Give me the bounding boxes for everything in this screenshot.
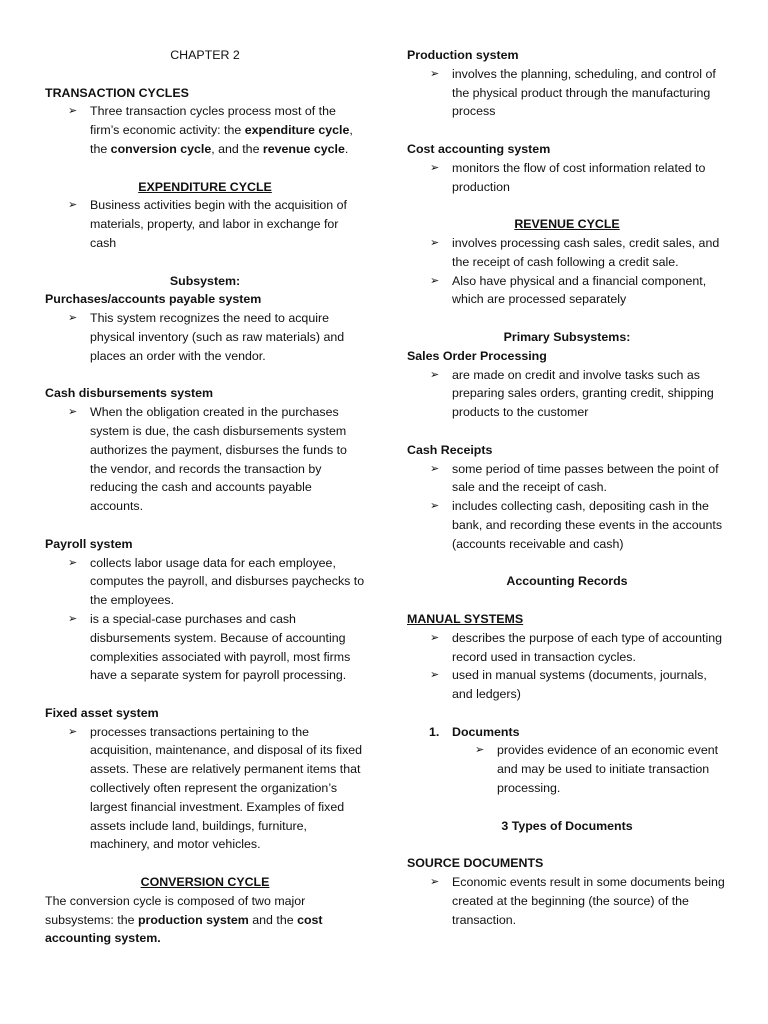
list-item: ➢ Business activities begin with the acquisition of materials, property, and labor in exchange for cash [90, 196, 365, 252]
fixed-asset-list [45, 723, 365, 855]
documents-number: 1. [429, 724, 440, 739]
fixed-asset-heading: Fixed asset system [45, 705, 159, 720]
purchases-list [45, 309, 365, 365]
list-item: ➢ describes the purpose of each type of accounting record used in transaction cycles. [452, 629, 727, 667]
revenue-list [407, 234, 727, 309]
subsystem-label: Subsystem: [169, 273, 241, 288]
source-documents-list [407, 873, 727, 929]
cash-disbursements-list [45, 403, 365, 516]
manual-systems-heading: MANUAL SYSTEMS [407, 611, 524, 626]
list-item: ➢ includes collecting cash, depositing cash in the bank, and recording these events in the accounts (accounts receivable and cash) [452, 497, 727, 553]
list-item: ➢ is a special-case purchases and cash disbursements system. Because of accounting complexities associated with payroll, most firms have a separate system for payroll processing. [90, 610, 365, 685]
list-item: ➢ Three transaction cycles process most of the firm’s economic activity: the expenditure cycle, the conversion cycle, and the revenue cycle. [90, 102, 365, 158]
documents-heading [407, 723, 727, 742]
list-item: ➢ used in manual systems (documents, journals, and ledgers) [452, 666, 727, 704]
payroll-list [45, 554, 365, 686]
cash-receipts-list [407, 460, 727, 554]
sales-order-list [407, 366, 727, 422]
conversion-cycle-heading: CONVERSION CYCLE [140, 875, 270, 890]
types-of-documents-heading: 3 Types of Documents [501, 818, 633, 833]
production-heading: Production system [407, 48, 519, 62]
list-item: ➢ Economic events result in some documents being created at the beginning (the source) of the transaction. [452, 873, 727, 929]
list-item: ➢ processes transactions pertaining to the acquisition, maintenance, and disposal of its fixed assets. These are relatively permanent items that collectively often represent the organization’s largest financial investment. Examples of fixed assets include land, buildings, furniture, machinery, and motor vehicles. [90, 723, 365, 855]
documents-title: Documents [452, 724, 520, 739]
right-column [407, 46, 727, 929]
cost-accounting-list [407, 159, 727, 197]
list-item: ➢ involves the planning, scheduling, and control of the physical product through the manufacturing process [452, 65, 727, 121]
cash-disbursements-heading: Cash disbursements system [45, 386, 214, 401]
documents-list [407, 741, 727, 797]
list-item: ➢ collects labor usage data for each employee, computes the payroll, and disburses paychecks to the employees. [90, 554, 365, 610]
purchases-heading: Purchases/accounts payable system [45, 292, 262, 307]
manual-systems-list [407, 629, 727, 704]
conversion-paragraph: The conversion cycle is composed of two major subsystems: the production system and the cost accounting system. [45, 893, 323, 946]
cash-receipts-heading: Cash Receipts [407, 442, 493, 457]
list-item: ➢ provides evidence of an economic event and may be used to initiate transaction processing. [497, 741, 727, 797]
payroll-heading: Payroll system [45, 536, 133, 551]
left-column [45, 46, 365, 948]
list-item: ➢ monitors the flow of cost information related to production [452, 159, 727, 197]
chapter-heading: CHAPTER 2 [170, 48, 240, 62]
list-item: ➢ When the obligation created in the purchases system is due, the cash disbursements system authorizes the payment, disburses the funds to the vendor, and records the transaction by reducing the cash and accounts payable accounts. [90, 403, 365, 516]
cost-accounting-heading: Cost accounting system [407, 141, 551, 156]
expenditure-list [45, 196, 365, 252]
transaction-cycles-heading: TRANSACTION CYCLES [45, 85, 189, 100]
list-item: ➢ involves processing cash sales, credit sales, and the receipt of cash following a credit sale. [452, 234, 727, 272]
production-list [407, 65, 727, 121]
list-item: ➢ This system recognizes the need to acquire physical inventory (such as raw materials) and places an order with the vendor. [90, 309, 365, 365]
sales-order-heading: Sales Order Processing [407, 348, 547, 363]
list-item: ➢ are made on credit and involve tasks such as preparing sales orders, granting credit, shipping products to the customer [452, 366, 727, 422]
list-item: ➢ some period of time passes between the point of sale and the receipt of cash. [452, 460, 727, 498]
source-documents-heading: SOURCE DOCUMENTS [407, 856, 544, 871]
expenditure-cycle-heading: EXPENDITURE CYCLE [138, 179, 272, 194]
transaction-cycles-list [45, 102, 365, 158]
primary-subsystems-label: Primary Subsystems: [503, 329, 631, 344]
accounting-records-heading: Accounting Records [506, 574, 628, 589]
list-item: ➢ Also have physical and a financial component, which are processed separately [452, 272, 727, 310]
revenue-cycle-heading: REVENUE CYCLE [514, 217, 620, 232]
